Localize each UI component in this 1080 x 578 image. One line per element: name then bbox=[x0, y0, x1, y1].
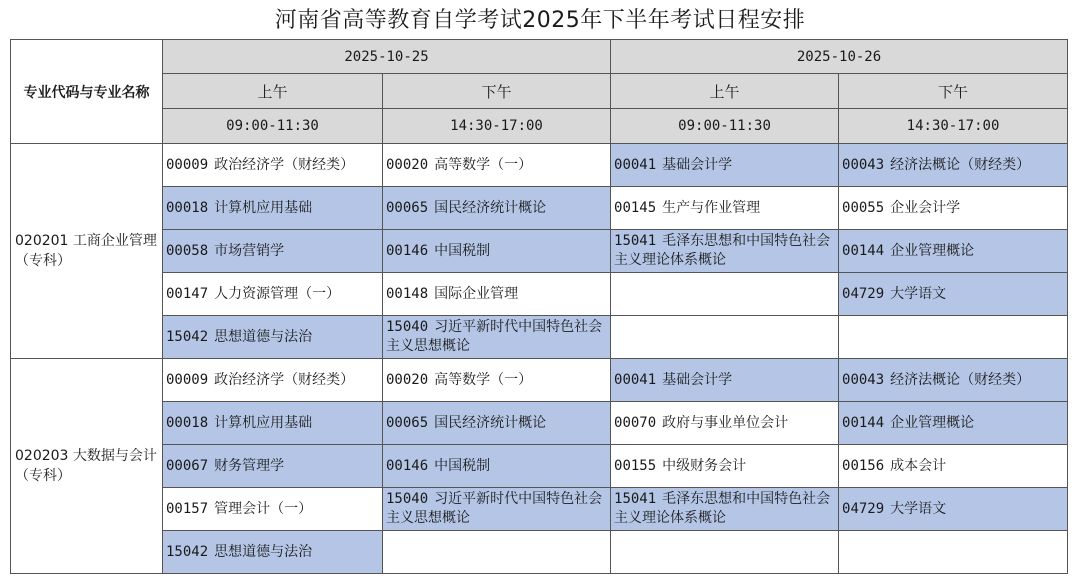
course-cell bbox=[163, 144, 383, 187]
major-name: 020203 大数据与会计（专科） bbox=[11, 359, 163, 574]
date-header: 2025-10-26 bbox=[611, 40, 1068, 74]
course-code: 15040 bbox=[386, 491, 429, 507]
course-cell bbox=[383, 359, 611, 402]
course-code: 00055 bbox=[842, 199, 885, 216]
course-code: 00067 bbox=[166, 457, 209, 474]
course-code: 00041 bbox=[614, 371, 657, 388]
course-name: 习近平新时代中国特色社会主义思想概论 bbox=[386, 319, 603, 354]
course-cell bbox=[839, 187, 1068, 230]
course-name: 生产与作业管理 bbox=[662, 199, 761, 216]
course-cell bbox=[383, 144, 611, 187]
course-code: 04729 bbox=[842, 285, 885, 302]
time-header: 09:00-11:30 bbox=[163, 109, 383, 144]
course-name: 政府与事业单位会计 bbox=[662, 414, 789, 431]
course-name: 国民经济统计概论 bbox=[434, 414, 547, 431]
course-name: 基础会计学 bbox=[662, 156, 733, 173]
course-cell bbox=[383, 531, 611, 574]
course-cell bbox=[163, 359, 383, 402]
major-name: 020201 工商企业管理（专科） bbox=[11, 144, 163, 359]
course-name: 中国税制 bbox=[434, 457, 491, 474]
course-name: 基础会计学 bbox=[662, 371, 733, 388]
course-name: 企业会计学 bbox=[890, 199, 961, 216]
course-cell bbox=[163, 445, 383, 488]
course-code: 15042 bbox=[166, 543, 209, 560]
course-code: 00146 bbox=[386, 457, 429, 474]
table-row bbox=[11, 144, 1068, 187]
table-row bbox=[11, 273, 1068, 316]
course-code: 00147 bbox=[166, 285, 209, 302]
course-cell bbox=[839, 144, 1068, 187]
course-cell bbox=[611, 531, 839, 574]
course-cell bbox=[383, 402, 611, 445]
major-column-header: 专业代码与专业名称 bbox=[11, 40, 163, 144]
course-code: 00018 bbox=[166, 414, 209, 431]
course-code: 00144 bbox=[842, 242, 885, 259]
course-cell bbox=[611, 445, 839, 488]
course-code: 15040 bbox=[386, 319, 429, 335]
course-cell bbox=[383, 488, 611, 531]
table-row bbox=[11, 488, 1068, 531]
course-code: 15041 bbox=[614, 233, 657, 249]
course-name: 经济法概论（财经类） bbox=[890, 371, 1031, 388]
course-cell bbox=[611, 316, 839, 359]
page-title: 河南省高等教育自学考试2025年下半年考试日程安排 bbox=[274, 8, 806, 33]
course-name: 成本会计 bbox=[890, 457, 947, 474]
course-name: 思想道德与法治 bbox=[214, 328, 313, 345]
course-cell bbox=[839, 316, 1068, 359]
table-row bbox=[11, 187, 1068, 230]
course-cell bbox=[163, 273, 383, 316]
course-cell bbox=[611, 402, 839, 445]
course-code: 15042 bbox=[166, 328, 209, 345]
table-row bbox=[11, 402, 1068, 445]
course-cell bbox=[163, 230, 383, 273]
course-cell bbox=[163, 402, 383, 445]
course-code: 00020 bbox=[386, 156, 429, 173]
course-name: 企业管理概论 bbox=[890, 242, 975, 259]
course-cell bbox=[839, 488, 1068, 531]
course-cell bbox=[839, 445, 1068, 488]
course-code: 00020 bbox=[386, 371, 429, 388]
course-code: 00041 bbox=[614, 156, 657, 173]
course-code: 00009 bbox=[166, 156, 209, 173]
table-row bbox=[11, 359, 1068, 402]
table-row bbox=[11, 445, 1068, 488]
course-name: 国际企业管理 bbox=[434, 285, 519, 302]
course-name: 政治经济学（财经类） bbox=[214, 156, 355, 173]
course-cell bbox=[383, 316, 611, 359]
date-header: 2025-10-25 bbox=[163, 40, 611, 74]
course-name: 毛泽东思想和中国特色社会主义理论体系概论 bbox=[614, 233, 831, 268]
course-name: 财务管理学 bbox=[214, 457, 285, 474]
course-name: 市场营销学 bbox=[214, 242, 285, 259]
course-code: 00009 bbox=[166, 371, 209, 388]
period-header: 上午 bbox=[163, 74, 383, 109]
course-cell bbox=[839, 531, 1068, 574]
period-header: 下午 bbox=[839, 74, 1068, 109]
course-code: 04729 bbox=[842, 500, 885, 517]
time-header: 14:30-17:00 bbox=[383, 109, 611, 144]
time-header: 14:30-17:00 bbox=[839, 109, 1068, 144]
course-code: 00144 bbox=[842, 414, 885, 431]
course-cell bbox=[611, 488, 839, 531]
course-name: 人力资源管理（一） bbox=[214, 285, 341, 302]
course-name: 高等数学（一） bbox=[434, 371, 533, 388]
course-cell bbox=[163, 187, 383, 230]
table-row bbox=[11, 316, 1068, 359]
course-code: 00065 bbox=[386, 199, 429, 216]
course-code: 15041 bbox=[614, 491, 657, 507]
course-code: 00058 bbox=[166, 242, 209, 259]
course-code: 00148 bbox=[386, 285, 429, 302]
course-code: 00157 bbox=[166, 500, 209, 517]
course-cell bbox=[611, 273, 839, 316]
course-code: 00043 bbox=[842, 371, 885, 388]
course-name: 计算机应用基础 bbox=[214, 414, 313, 431]
course-code: 00155 bbox=[614, 457, 657, 474]
course-cell bbox=[611, 230, 839, 273]
table-row bbox=[11, 230, 1068, 273]
course-cell bbox=[163, 531, 383, 574]
course-name: 高等数学（一） bbox=[434, 156, 533, 173]
course-cell bbox=[611, 187, 839, 230]
course-cell bbox=[611, 359, 839, 402]
course-name: 大学语文 bbox=[890, 500, 947, 517]
course-code: 00145 bbox=[614, 199, 657, 216]
period-header: 下午 bbox=[383, 74, 611, 109]
course-code: 00018 bbox=[166, 199, 209, 216]
course-name: 大学语文 bbox=[890, 285, 947, 302]
course-code: 00070 bbox=[614, 414, 657, 431]
course-cell bbox=[383, 273, 611, 316]
course-cell bbox=[611, 144, 839, 187]
course-cell bbox=[839, 273, 1068, 316]
course-cell bbox=[163, 316, 383, 359]
course-name: 习近平新时代中国特色社会主义思想概论 bbox=[386, 491, 603, 526]
course-name: 毛泽东思想和中国特色社会主义理论体系概论 bbox=[614, 491, 831, 526]
course-name: 中级财务会计 bbox=[662, 457, 747, 474]
course-cell bbox=[839, 359, 1068, 402]
time-header: 09:00-11:30 bbox=[611, 109, 839, 144]
course-name: 管理会计（一） bbox=[214, 500, 313, 517]
course-name: 政治经济学（财经类） bbox=[214, 371, 355, 388]
course-cell bbox=[383, 230, 611, 273]
table-row bbox=[11, 531, 1068, 574]
course-name: 思想道德与法治 bbox=[214, 543, 313, 560]
course-cell bbox=[383, 445, 611, 488]
course-cell bbox=[163, 488, 383, 531]
course-cell bbox=[383, 187, 611, 230]
course-name: 计算机应用基础 bbox=[214, 199, 313, 216]
exam-schedule-table bbox=[10, 39, 1068, 574]
course-cell bbox=[839, 402, 1068, 445]
course-name: 中国税制 bbox=[434, 242, 491, 259]
period-header: 上午 bbox=[611, 74, 839, 109]
course-name: 经济法概论（财经类） bbox=[890, 156, 1031, 173]
course-code: 00146 bbox=[386, 242, 429, 259]
course-name: 国民经济统计概论 bbox=[434, 199, 547, 216]
course-code: 00156 bbox=[842, 457, 885, 474]
course-name: 企业管理概论 bbox=[890, 414, 975, 431]
course-cell bbox=[839, 230, 1068, 273]
course-code: 00065 bbox=[386, 414, 429, 431]
course-code: 00043 bbox=[842, 156, 885, 173]
